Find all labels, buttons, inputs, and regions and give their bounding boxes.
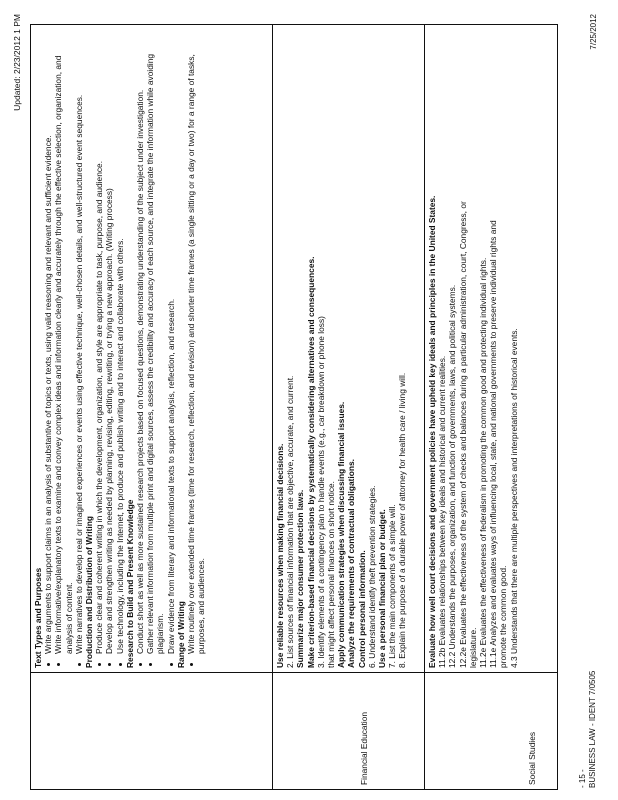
list-item: • Write arguments to support claims in an analysis of substantive of topics or texts, using valid reasoning and relevant and sufficient evidence. (43, 29, 53, 654)
standard-line: Summarize major consumer protection laws. (295, 489, 306, 668)
section-heading: Research to Build and Present Knowledge (124, 499, 135, 668)
subject-cell (425, 673, 558, 790)
standard-line: 11.2e Evaluates the effectiveness of federalism in promoting the common good and protecting individual rights. (478, 257, 489, 668)
table-row (273, 25, 425, 790)
list-item: • Conduct short as well as more sustained research projects based on focused questions, demonstrating understanding of the subject under investigation. (135, 29, 145, 654)
standard-line: promote the common good. (498, 565, 509, 668)
standard-line: 6. Understand identify theft prevention strategies. (366, 485, 377, 668)
standards-cell (31, 25, 273, 673)
list-item: • Produce clear and coherent writing in which the development, organization, and style are appropriate to task, purpose, and audience. (94, 29, 104, 654)
section-heading: Text Types and Purposes (33, 567, 43, 668)
updated-stamp: Updated: 2/23/2012 1 PM (12, 14, 22, 111)
list-item: • Draw evidence from literary and informational texts to support analysis, reflection, and research. (166, 29, 176, 654)
list-item: • Develop and strengthen writing as needed by planning, revising, editing, rewriting, or trying a new approach. (Writing process) (104, 29, 114, 654)
list-item: • Write routinely over extended time frames (time for research, reflection, and revision) and shorter time frames (a single sitting or a day or two) for a range of tasks, purposes, and audiences. (186, 29, 206, 654)
list-item: • Use technology, including the Internet, to produce and publish writing and to interact and collaborate with others. (115, 29, 125, 654)
page-number: - 15 - (578, 769, 587, 788)
section (84, 29, 125, 668)
subject-label: Social Studies (527, 731, 537, 785)
standard-line: that might affect personal finances on short notice. (326, 481, 337, 668)
standard-line: Analyze the requirements of contractual obligations. (346, 459, 357, 668)
standard-line: 7. List the main components of a simple will. (387, 504, 398, 668)
subject-label: Financial Education (359, 711, 369, 785)
standard-line: Apply communication strategies when discussing financial issues. (336, 401, 347, 668)
standard-line: 12.2 Understands the purposes, organization, and function of governments, laws, and political systems. (447, 284, 458, 668)
standards-cell (425, 25, 558, 673)
standard-line: Control personal information. (356, 550, 367, 668)
list-item: • Write narratives to develop real or imagined experiences or events using effective technique, well-chosen details, and well-structured event sequences. (74, 29, 84, 654)
footer-left (578, 671, 598, 788)
section-heading: Production and Distribution of Writing (84, 516, 95, 668)
subject-cell (273, 673, 425, 790)
list-item: • Write informative/explanatory texts to examine and convey complex ideas and information clearly and accurately through the effective selection, organization, and analysis of content. (53, 29, 73, 654)
course-code: BUSINESS LAW - IDENT 7/0505 (588, 670, 597, 788)
table-row (31, 25, 273, 790)
footer-date: 7/25/2012 (589, 14, 598, 50)
section (176, 29, 207, 668)
standard-line: 11.1e Analyzes and evaluates ways of influencing local, state, and national governments to preserve individual rights and (488, 220, 499, 668)
standard-line: legislature. (467, 627, 478, 668)
standard-line: Use a personal financial plan or budget. (377, 509, 388, 668)
standard-line: Evaluate how well court decisions and government policies have upheld key ideals and principles in the United States. (427, 195, 437, 668)
standard-line: 4.3 Understands that there are multiple perspectives and interpretations of historical events. (508, 328, 519, 668)
section (33, 29, 84, 668)
table-row (425, 25, 558, 790)
standard-line: 2. List sources of financial information that are objective, accurate, and current. (285, 375, 296, 668)
standard-line: 12.2e Evaluates the effectiveness of the system of checks and balances during a particular administration, court, Congress, or (457, 201, 468, 668)
subject-cell (31, 673, 273, 790)
standard-line: 11.2b Evaluates relationships between key ideals and historical and current realities. (437, 355, 448, 668)
standard-line: Use reliable resources when making financial decisions. (275, 443, 285, 668)
section (125, 29, 176, 668)
standards-cell (273, 25, 425, 673)
standards-table (30, 24, 558, 790)
section-heading: Range of Writing (175, 601, 186, 668)
standard-line: 8. Explain the purpose of a durable power of attorney for health care / living will. (397, 372, 408, 668)
list-item: • Gather relevant information from multiple print and digital sources, assess the credibility and accuracy of each source, and integrate the information while avoiding plagiarism. (145, 29, 165, 654)
standard-line: Make criterion-based financial decisions by systematically considering alternatives and consequences. (305, 256, 316, 668)
standard-line: 3. Identify elements of a contingency plan to handle events (e.g., car breakdown or phone loss) (315, 316, 326, 668)
